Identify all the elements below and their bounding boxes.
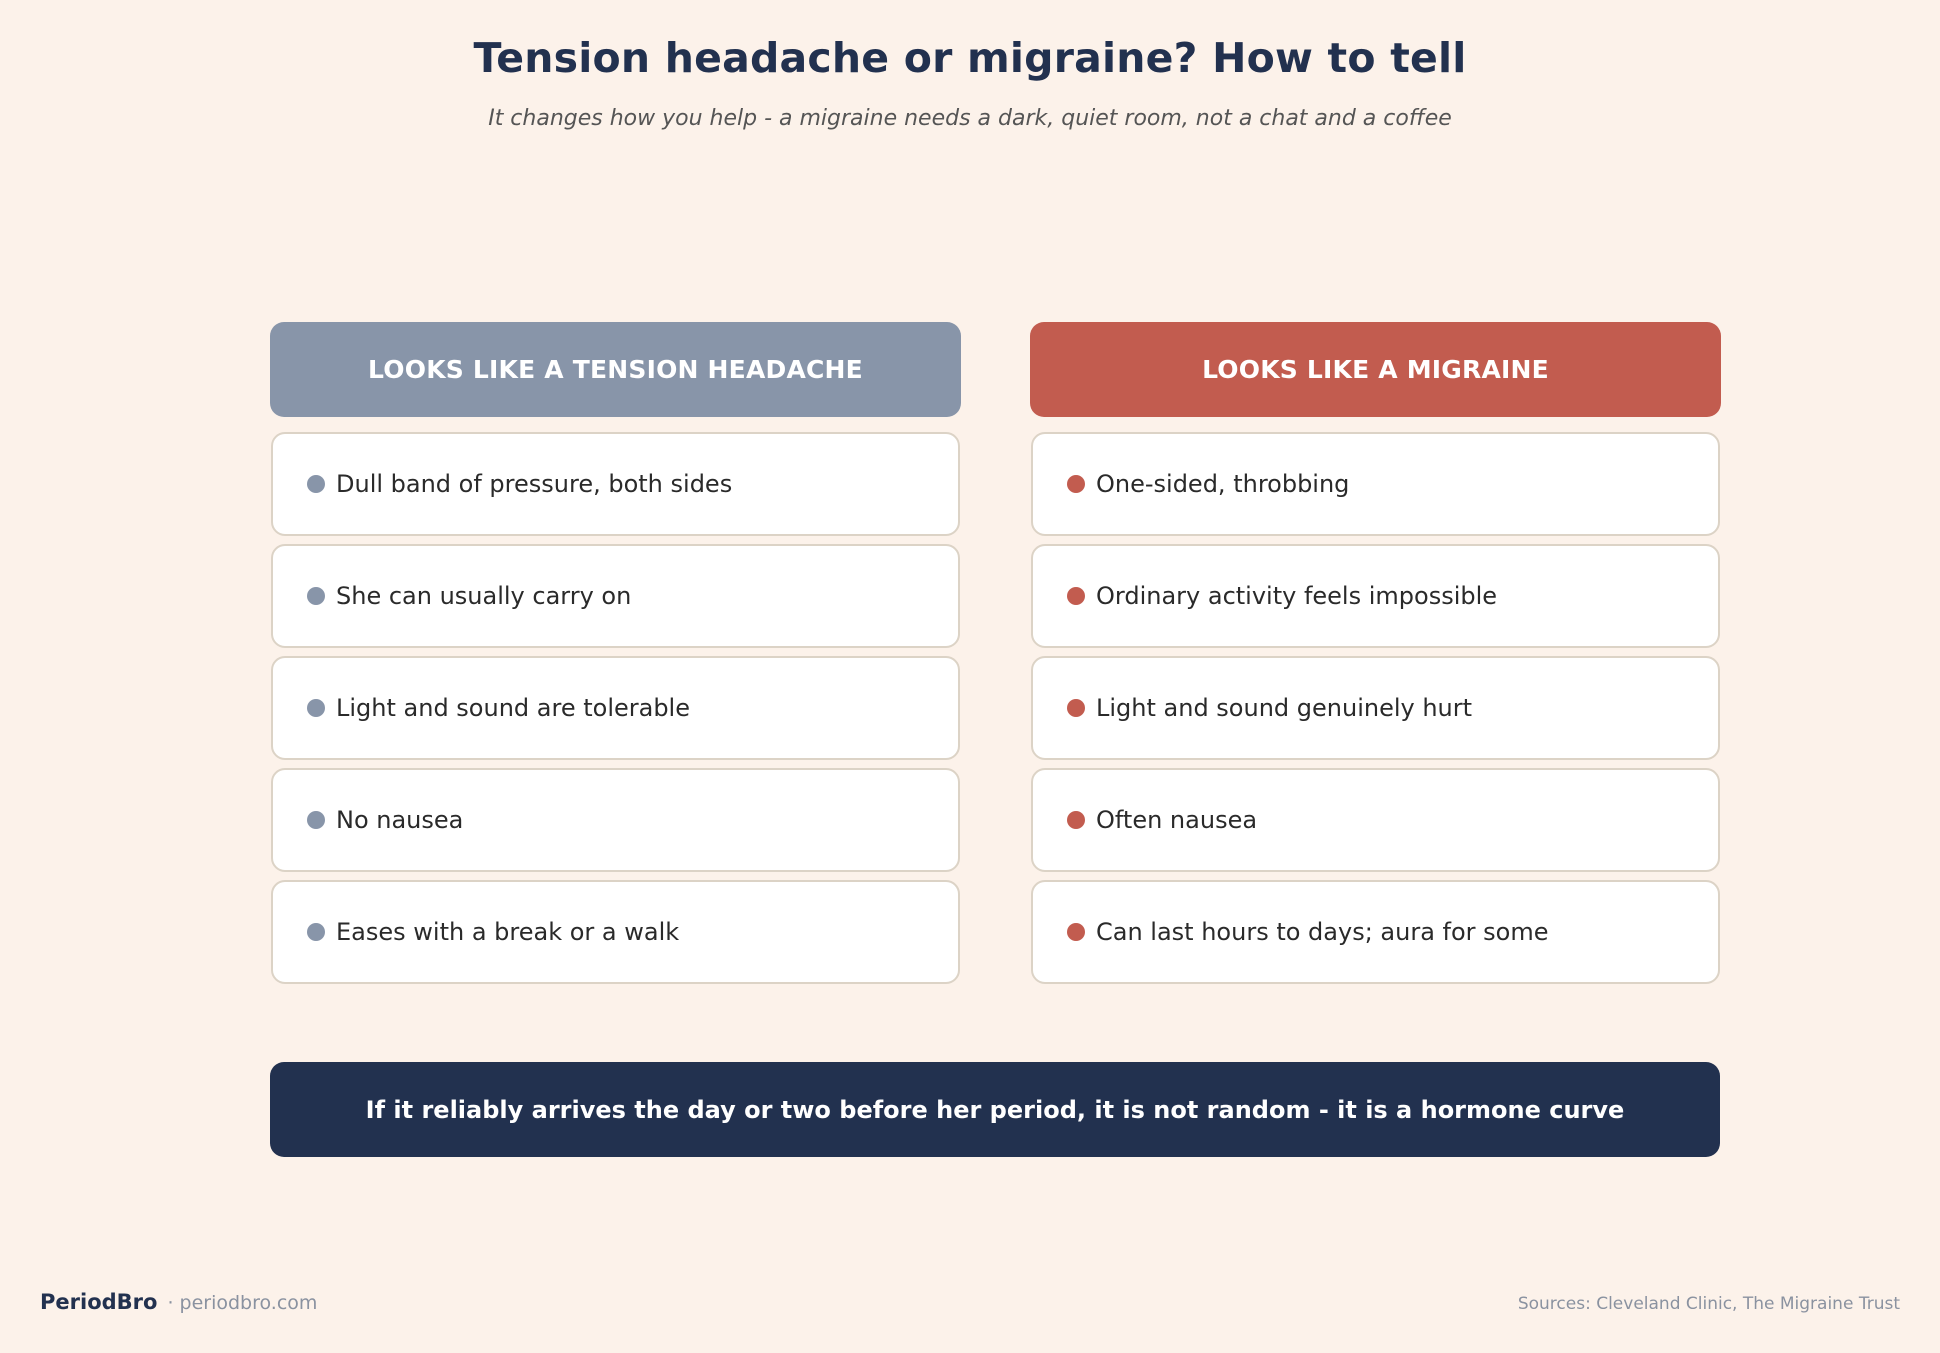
bullet-dot-icon	[1067, 475, 1085, 493]
list-item	[1031, 656, 1720, 760]
page-title: Tension headache or migraine? How to tell	[473, 34, 1467, 82]
list-item-text: One-sided, throbbing	[1096, 470, 1350, 498]
list-item-text: Can last hours to days; aura for some	[1096, 918, 1549, 946]
tension-headache-heading: LOOKS LIKE A TENSION HEADACHE	[270, 322, 961, 417]
list-item-text: No nausea	[336, 806, 464, 834]
list-item-text: Eases with a break or a walk	[336, 918, 680, 946]
list-item-text: Dull band of pressure, both sides	[336, 470, 733, 498]
bullet-dot-icon	[307, 587, 325, 605]
list-item	[271, 544, 960, 648]
list-item-text: Light and sound genuinely hurt	[1096, 694, 1473, 722]
sources-note: Sources: Cleveland Clinic, The Migraine Trust	[1517, 1294, 1900, 1314]
page-subtitle: It changes how you help - a migraine needs a dark, quiet room, not a chat and a coffee	[488, 106, 1452, 131]
brand-name: PeriodBro	[40, 1290, 158, 1314]
list-item	[1031, 432, 1720, 536]
list-item	[271, 880, 960, 984]
list-item	[271, 656, 960, 760]
list-item-text: Light and sound are tolerable	[336, 694, 690, 722]
list-item	[1031, 880, 1720, 984]
bullet-dot-icon	[1067, 923, 1085, 941]
migraine-column	[1030, 322, 1721, 984]
bullet-dot-icon	[307, 475, 325, 493]
bullet-dot-icon	[1067, 811, 1085, 829]
tension-headache-column	[270, 322, 961, 984]
bullet-dot-icon	[307, 923, 325, 941]
list-item	[271, 768, 960, 872]
list-item-text: Often nausea	[1096, 806, 1258, 834]
bullet-dot-icon	[1067, 699, 1085, 717]
site-link[interactable]: · periodbro.com	[167, 1292, 318, 1314]
footer-brand	[40, 1290, 317, 1314]
list-item-text: She can usually carry on	[336, 582, 632, 610]
list-item	[271, 432, 960, 536]
bullet-dot-icon	[307, 811, 325, 829]
migraine-heading: LOOKS LIKE A MIGRAINE	[1030, 322, 1721, 417]
hormone-tip-banner: If it reliably arrives the day or two before her period, it is not random - it is a hormone curve	[270, 1062, 1720, 1157]
bullet-dot-icon	[1067, 587, 1085, 605]
list-item	[1031, 544, 1720, 648]
bullet-dot-icon	[307, 699, 325, 717]
list-item	[1031, 768, 1720, 872]
list-item-text: Ordinary activity feels impossible	[1096, 582, 1498, 610]
